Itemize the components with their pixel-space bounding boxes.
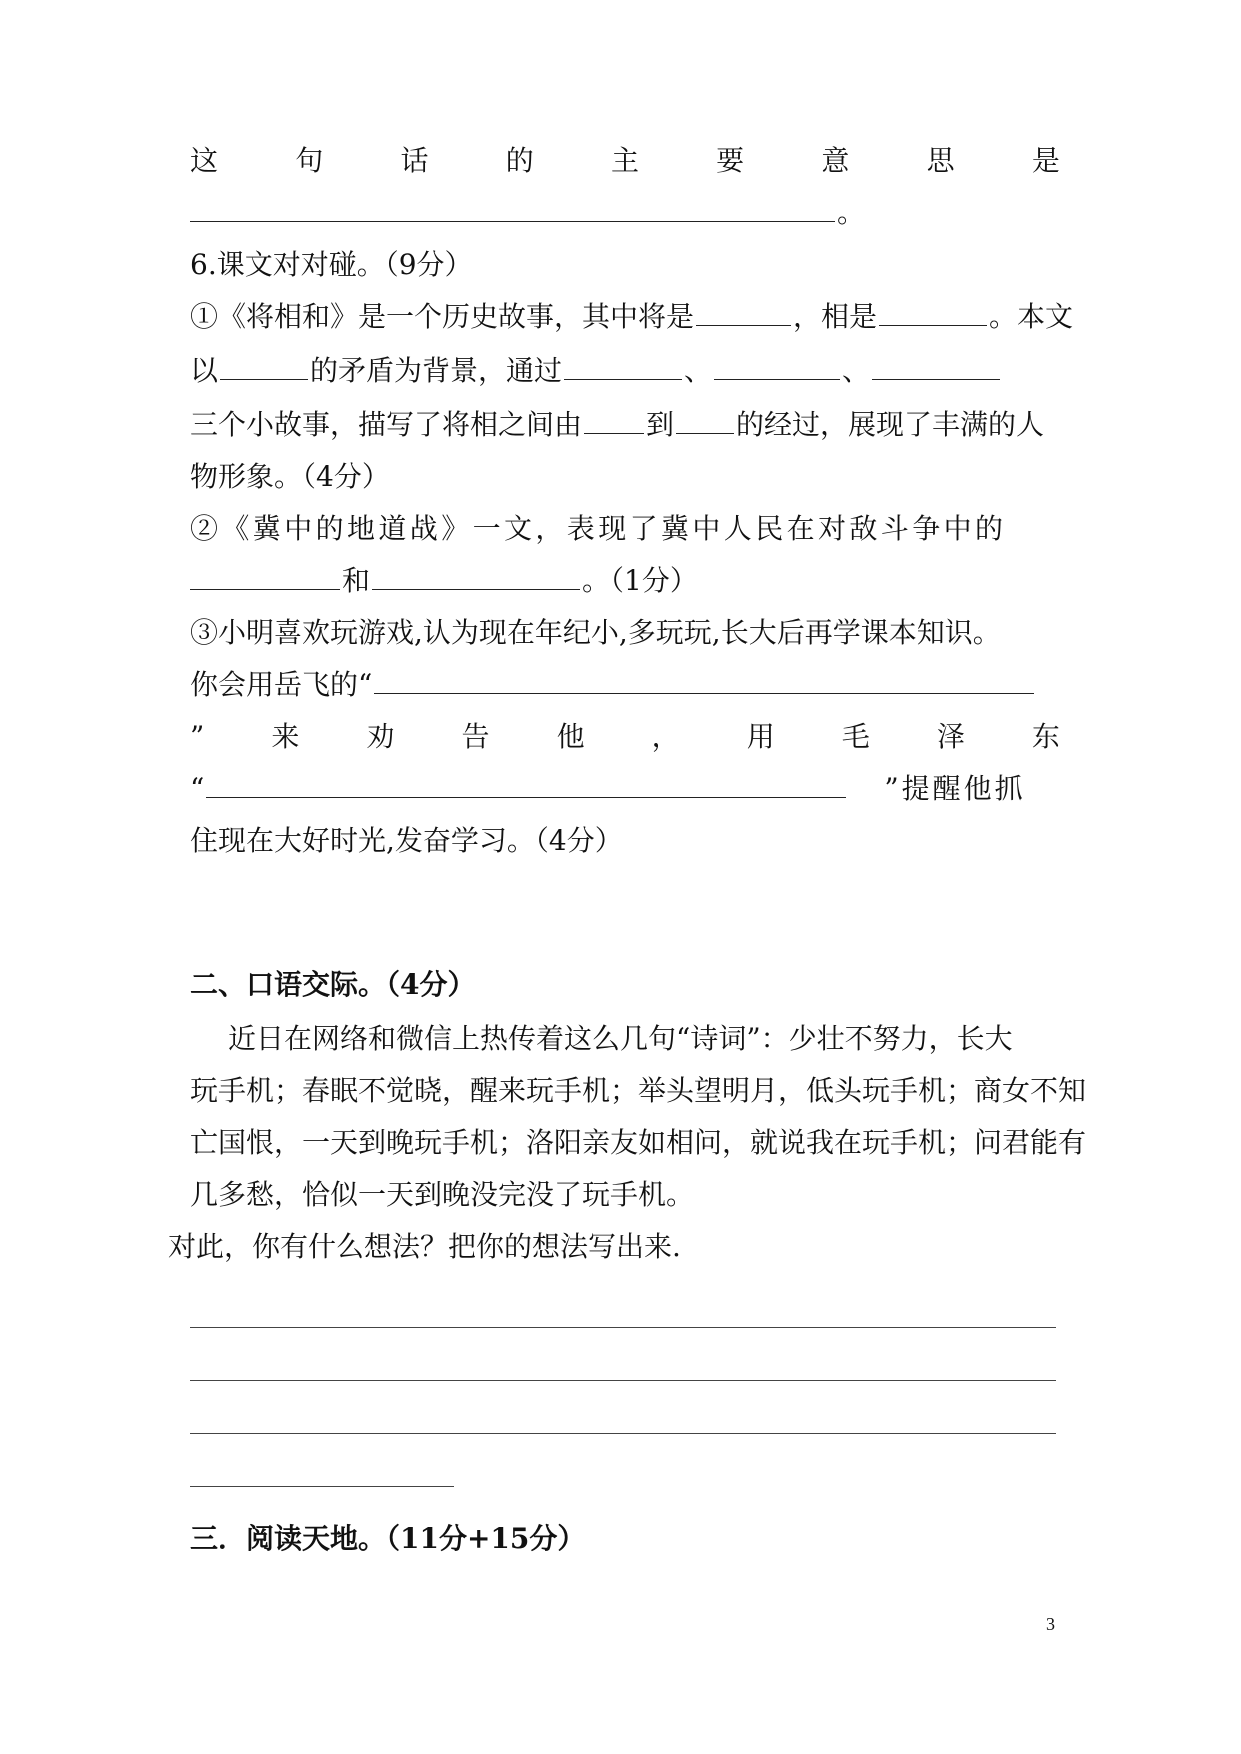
page-number: 3 (1046, 1614, 1055, 1634)
minister-blank[interactable] (879, 324, 987, 326)
separator: 、 (684, 354, 713, 387)
spread-char: 劝 (366, 720, 395, 753)
q6-item2-line1: ②《冀中的地道战》一文，表现了冀中人民在对敌斗争中的 (190, 512, 1007, 545)
spread-char: 东 (1031, 720, 1060, 753)
section3-heading: 三．阅读天地。（11分+15分） (190, 1522, 586, 1555)
q6-item3-text: 你会用岳飞的“ (190, 668, 373, 701)
story-blank-1[interactable] (564, 378, 682, 380)
q6-item1-text: 。本文 (989, 300, 1074, 333)
q6-item1-text: ，相是 (793, 300, 878, 333)
story-blank-3[interactable] (872, 378, 1000, 380)
meaning-char: 思 (926, 144, 955, 177)
meaning-answer-line (190, 186, 1060, 240)
spread-char: 告 (461, 720, 490, 753)
writing-line[interactable] (190, 1327, 1056, 1328)
writing-line[interactable] (190, 1486, 454, 1487)
meaning-char: 是 (1031, 144, 1060, 177)
answer-blank[interactable] (190, 220, 835, 222)
q6-item1-text: 的矛盾为背景，通过 (310, 354, 563, 387)
q6-item1-line2 (190, 344, 1060, 398)
writing-line[interactable] (190, 1433, 1056, 1434)
meaning-char: 句 (295, 144, 324, 177)
section2-line: 几多愁，恰似一天到晚没完没了玩手机。 (190, 1178, 695, 1211)
yuefei-quote-blank[interactable] (374, 692, 1034, 694)
spirit-blank-2[interactable] (372, 588, 580, 590)
mao-quote-blank[interactable] (206, 796, 846, 798)
meaning-line (190, 134, 1060, 188)
q6-item3-line3 (190, 710, 1060, 764)
general-blank[interactable] (696, 324, 791, 326)
q6-item1-line4: 物形象。（4分） (190, 460, 390, 493)
q6-item3-line5: 住现在大好时光,发奋学习。（4分） (190, 824, 623, 857)
q6-item3-line1: ③小明喜欢玩游戏,认为现在年纪小,多玩玩,长大后再学课本知识。 (190, 616, 1001, 649)
meaning-char: 这 (190, 144, 219, 177)
q6-item3-line2 (190, 658, 1060, 712)
meaning-end: 。 (837, 196, 866, 229)
spread-char: 用 (746, 720, 775, 753)
writing-line[interactable] (190, 1380, 1056, 1381)
q6-item1-text: 以 (190, 354, 219, 387)
q6-title: 6.课文对对碰。（9分） (190, 248, 473, 281)
q6-item1-text: 到 (646, 408, 675, 441)
spread-char: ” (190, 720, 205, 753)
spread-char: 他 (556, 720, 585, 753)
spread-char: 毛 (841, 720, 870, 753)
story-blank-2[interactable] (714, 378, 840, 380)
meaning-char: 话 (400, 144, 429, 177)
q6-item3-line4 (190, 762, 1060, 816)
spirit-blank-1[interactable] (190, 588, 340, 590)
section2-heading: 二、口语交际。（4分） (190, 968, 476, 1001)
meaning-char: 的 (505, 144, 534, 177)
section2-line: 近日在网络和微信上热传着这么几句“诗词”：少壮不努力，长大 (228, 1022, 1013, 1055)
q6-item1-line3 (190, 398, 1060, 452)
spread-char: 来 (271, 720, 300, 753)
q6-item2-text: 和 (342, 564, 371, 597)
separator: 、 (842, 354, 871, 387)
meaning-char: 主 (610, 144, 639, 177)
meaning-char: 要 (716, 144, 745, 177)
section2-line: 亡国恨，一天到晚玩手机；洛阳亲友如相问，就说我在玩手机；问君能有 (190, 1126, 1087, 1159)
spread-char: 泽 (936, 720, 965, 753)
to-blank[interactable] (676, 432, 734, 434)
q6-item3-text: “ (190, 772, 205, 805)
q6-item2-text: 。（1分） (582, 564, 698, 597)
q6-item1-line1 (190, 290, 1074, 344)
q6-item1-text: ①《将相和》是一个历史故事，其中将是 (190, 300, 695, 333)
meaning-char: 意 (821, 144, 850, 177)
q6-item1-text: 的经过，展现了丰满的人 (736, 408, 1045, 441)
q6-item2-line2 (190, 554, 1060, 608)
from-blank[interactable] (584, 432, 644, 434)
spread-char: ， (651, 720, 680, 753)
section2-prompt: 对此，你有什么想法？把你的想法写出来. (168, 1230, 681, 1263)
q6-item1-text: 三个小故事，描写了将相之间由 (190, 408, 583, 441)
conflict-blank[interactable] (220, 378, 308, 380)
section2-line: 玩手机；春眠不觉晓，醒来玩手机；举头望明月，低头玩手机；商女不知 (190, 1074, 1087, 1107)
q6-item3-text: ”提醒他抓 (884, 772, 1026, 805)
